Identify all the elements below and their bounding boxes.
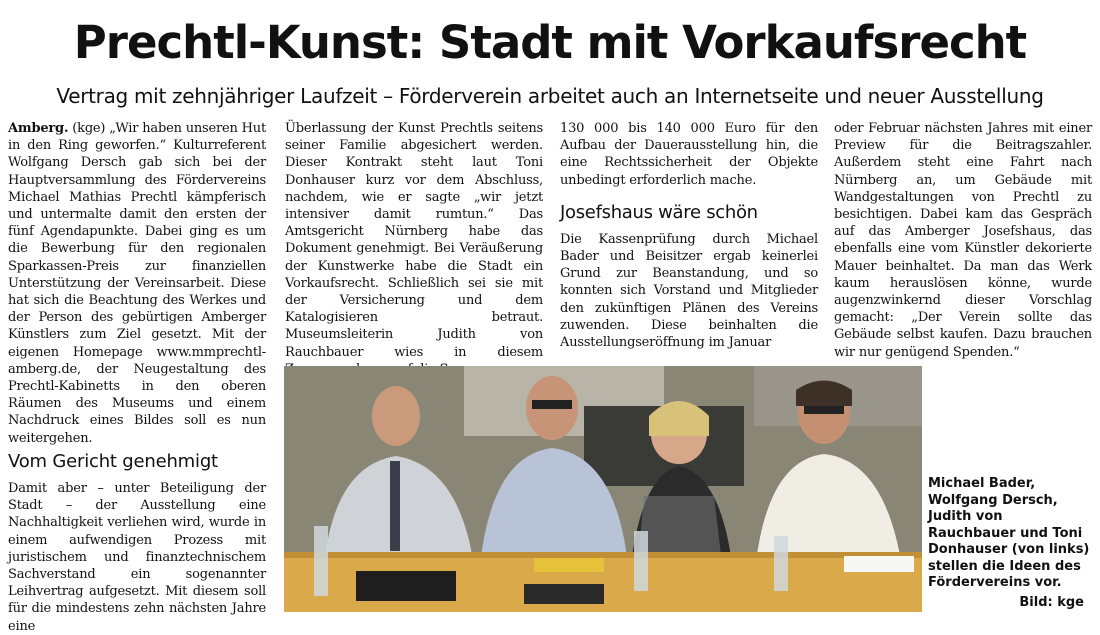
- subheadline: Vertrag mit zehnjähriger Laufzeit – Förderverein arbeitet auch an Internetseite und neuer Ausstellung: [56, 84, 1044, 108]
- photo-caption: Michael Bader, Wolfgang Dersch, Judith von Rauchbauer und Toni Donhauser (von links) stellen die Ideen des Fördervereins vor.: [928, 476, 1090, 590]
- paragraph-text: oder Februar nächsten Jahres mit einer Preview für die Beitragszahler. Außerdem steht eine Fahrt nach Nürnberg an, um Gebäude mit Wandgestaltungen von Prechtl zu besichtigen. Dabei kam das Gespräch auf das Amberger Josefshaus, das ebenfalls eine vom Künstler dekorierte Mauer beinhaltet. Da man das Werk kaum herauslösen könne, wurde augenzwinkernd dieser Vorschlag gemacht: „Der Verein sollte das Gebäude selbst kaufen. Dazu brauchen wir nur genügend Spenden.“: [834, 121, 1092, 360]
- paragraph: [8, 120, 266, 447]
- photo-illustration: [284, 366, 922, 612]
- paragraph-text: Überlassung der Kunst Prechtls seitens seiner Familie abgesichert werden. Dieser Kontrakt steht laut Toni Donhauser kurz vor dem Abschluss, nachdem, wie er sagte „wir jetzt intensiver damit rumtun.“ Das Amtsgericht Nürnberg habe das Dokument genehmigt. Bei Veräußerung der Kunstwerke habe die Stadt ein Vorkaufsrecht. Schließlich sei sie mit der Versicherung und dem Katalogisieren betraut. Museumsleiterin Judith von Rauchbauer wies in diesem: [285, 121, 543, 360]
- article-column-4: [834, 120, 1092, 361]
- paragraph-text: (kge) „Wir haben unseren Hut in den Ring geworfen.“ Kulturreferent Wolfgang Dersch gab sich bei der Hauptversammlung des Fördervereins Michael Mathias Prechtl kämpferisch und untermalte damit den ersten der fünf Agendapunkte. Dabei ging es um die Bewerbung für den regionalen Sparkassen-Preis zur finanziellen Unterstützung der Vereinsarbeit. Diese hat sich die Beachtung des Werkes und der Person des gebürtigen Amberger Künstlers zum Ziel gesetzt. Mit der eigenen Homepage www.mmprechtl-amberg.de, der Neugestaltung des Prechtl-Kabinetts in den oberen Räumen des Museums und einem Nachdruck eines Bildes soll es nun weitergehen.: [8, 121, 267, 446]
- article-column-2: [285, 120, 543, 378]
- article-column-1-lower: [8, 450, 266, 635]
- paragraph-text: 130 000 bis 140 000 Euro für den Aufbau der Dauerausstellung hin, die eine Rechtssicherheit der Objekte unbedingt erforderlich mache.: [560, 121, 818, 188]
- paragraph-text: Die Kassenprüfung durch Michael Bader und Beisitzer ergab keinerlei Grund zur Beanstandung, und so konnten sich Vorstand und Mitglieder den zukünftigen Plänen des Vereins zuwenden. Diese beinhalten die Ausstellungseröffnung im Januar: [560, 231, 818, 351]
- article-photo: [284, 366, 922, 612]
- article-column-1: [8, 120, 266, 447]
- section-heading: Josefshaus wäre schön: [560, 201, 758, 223]
- dateline: Amberg.: [8, 121, 69, 136]
- section-heading: Vom Gericht genehmigt: [8, 451, 218, 472]
- photo-credit: Bild: kge: [1019, 595, 1084, 610]
- headline: Prechtl-Kunst: Stadt mit Vorkaufsrecht: [73, 16, 1027, 69]
- article-column-3: [560, 120, 818, 351]
- paragraph-text: Damit aber – unter Beteiligung der Stadt – der Ausstellung eine Nachhaltigkeit verliehen wird, wurde in einem aufwendigen Prozess mit juristischem und finanztechnischem Sachverstand ein sogenannter Leihvertrag aufgesetzt. Mit diesem soll für die mindestens zehn nächsten Jahre eine: [8, 481, 266, 634]
